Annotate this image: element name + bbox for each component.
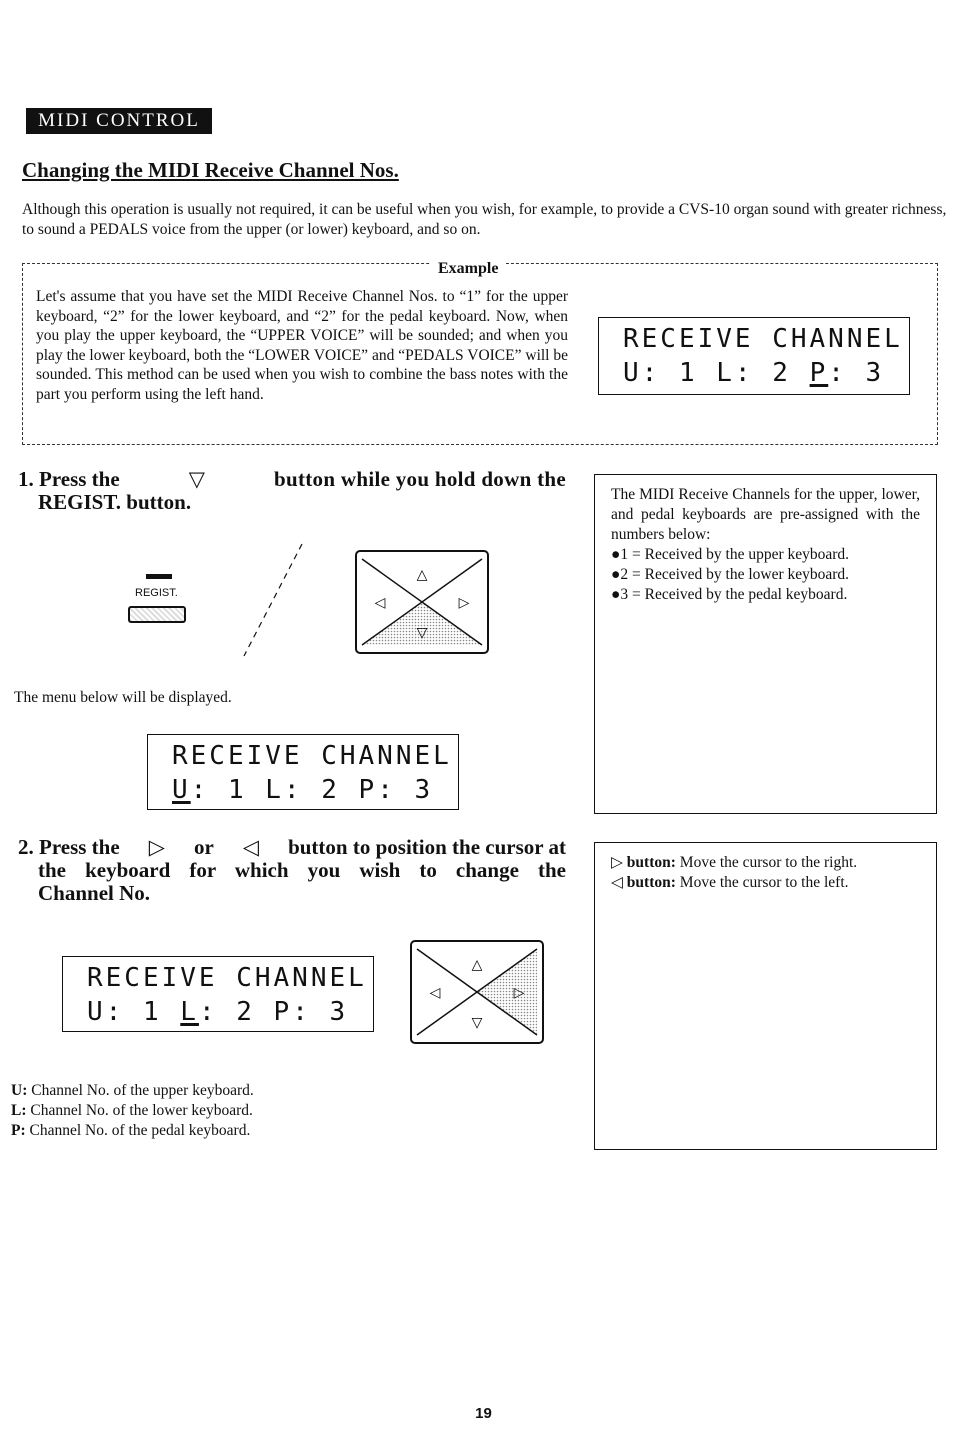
regist-button[interactable] [128, 606, 186, 623]
page-number: 19 [475, 1405, 492, 1422]
leader-line [240, 540, 310, 660]
lcd-values: : 2 P: 3 [198, 997, 349, 1027]
step-1-note-box [594, 474, 937, 814]
legend-row-l: L: Channel No. of the lower keyboard. [11, 1102, 253, 1119]
note-item-3: ●3 = Received by the pedal keyboard. [611, 586, 848, 603]
step-1-title-c: REGIST. button. [38, 490, 192, 514]
down-triangle-icon: ▽ [416, 625, 428, 641]
example-label: Example [430, 260, 506, 278]
cursor-pad-step2 [409, 939, 545, 1045]
down-triangle-icon: ▽ [471, 1015, 483, 1031]
note-left-row [611, 873, 920, 893]
right-triangle-icon: ▷ [513, 985, 525, 1001]
lcd-u: U: 1 [87, 997, 181, 1027]
lcd-line-1: RECEIVE CHANNEL [87, 963, 367, 993]
left-triangle-icon: ◁ [429, 985, 441, 1001]
step1-lcd-display [147, 734, 459, 810]
up-triangle-icon: △ [416, 567, 428, 583]
legend-row-p: P: Channel No. of the pedal keyboard. [11, 1122, 251, 1139]
lcd-line-2 [172, 773, 458, 807]
note-right-label: button: [626, 854, 676, 871]
right-triangle-icon: ▷ [611, 854, 627, 871]
lcd-cursor: L [180, 997, 199, 1027]
step-2-title-c: the keyboard for which you wish to change the [38, 858, 566, 882]
regist-label: REGIST. [135, 587, 178, 599]
note-right-row [611, 853, 920, 873]
left-triangle-icon: ◁ [374, 595, 386, 611]
cursor-pad-step1 [354, 549, 490, 655]
note-left-label: button: [626, 874, 676, 891]
page-title: Changing the MIDI Receive Channel Nos. [22, 158, 399, 182]
example-text: Let's assume that you have set the MIDI Receive Channel Nos. to “1” for the upper keyboard, “2” for the lower keyboard, and “2” for the pedal keyboard. Now, when you play the upper keyboard, the “UPPER VOICE” will be sounded; and when you play the lower keyboard, both the “LOWER VOICE” and “PEDALS VOICE” will be sounded. This method can be used when you wish to combine the bass notes with the part you perform using the left hand. [36, 288, 568, 403]
note-item-1: ●1 = Received by the upper keyboard. [611, 546, 850, 563]
right-triangle-icon: ▷ [148, 835, 165, 859]
lcd-line-2 [623, 356, 909, 390]
down-triangle-icon: ▽ [188, 467, 205, 491]
section-tag: MIDI CONTROL [26, 108, 212, 134]
lcd-line-2 [87, 995, 373, 1029]
note-intro: The MIDI Receive Channels for the upper, lower, and pedal keyboards are pre-assigned with the numbers below: [611, 486, 920, 543]
step-1-title-b: button while you hold down the [274, 467, 566, 491]
lcd-line-1: RECEIVE CHANNEL [172, 741, 452, 771]
lcd-values: : 1 L: 2 P: 3 [190, 775, 434, 805]
intro-paragraph: Although this operation is usually not required, it can be useful when you wish, for example, to provide a CVS-10 organ sound with greater richness, to sound a PEDALS voice from the upper (or lower) keyboard, and so on. [22, 201, 947, 238]
lcd-line-1: RECEIVE CHANNEL [623, 324, 903, 354]
lcd-p-value: : 3 [828, 358, 885, 388]
left-triangle-icon: ◁ [611, 874, 627, 891]
step-2-title-d: Channel No. [38, 881, 151, 905]
note-left-text: Move the cursor to the left. [679, 874, 849, 891]
lcd-cursor: P [809, 358, 829, 388]
step-2-title-a: 2. Press the [18, 835, 120, 859]
note-right-text: Move the cursor to the right. [679, 854, 858, 871]
step-1-title [18, 468, 566, 514]
legend-row-u: U: Channel No. of the upper keyboard. [11, 1082, 254, 1099]
step2-lcd-display [62, 956, 374, 1032]
step-2-note-box [594, 842, 937, 1150]
step-2-title-b: button to position the cursor at [288, 835, 566, 859]
regist-led [146, 574, 172, 579]
lcd-cursor: U [172, 775, 191, 805]
step-1-caption: The menu below will be displayed. [14, 689, 232, 706]
channel-legend [11, 1081, 254, 1141]
step-2-title [18, 836, 566, 905]
up-triangle-icon: △ [471, 957, 483, 973]
right-triangle-icon: ▷ [458, 595, 470, 611]
step-1-title-a: 1. Press the [18, 467, 120, 491]
note-item-2: ●2 = Received by the lower keyboard. [611, 566, 850, 583]
lcd-l: L: 2 [716, 358, 810, 388]
example-lcd-display [598, 317, 910, 395]
lcd-u: U: 1 [623, 358, 717, 388]
step-2-title-or: or [193, 835, 214, 859]
left-triangle-icon: ◁ [242, 835, 260, 859]
